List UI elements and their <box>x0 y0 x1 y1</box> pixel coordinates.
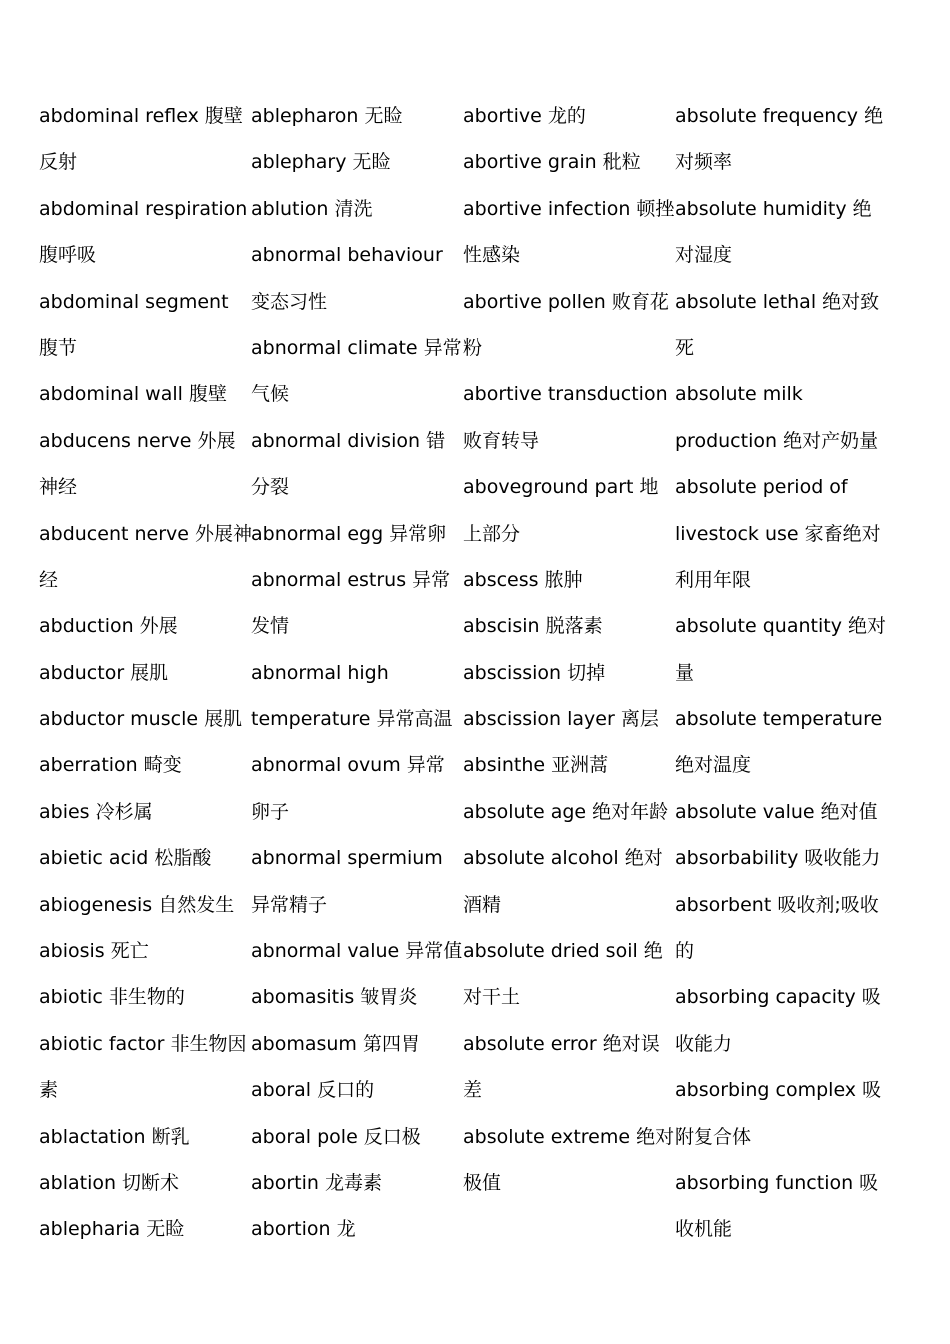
glossary-entry-line: abortion 龙 <box>251 1218 356 1241</box>
glossary-entry-line: 差 <box>463 1079 483 1102</box>
glossary-entry-line: 收能力 <box>675 1032 733 1055</box>
glossary-entry-line: ablephary 无睑 <box>251 151 391 174</box>
glossary-entry-line: abdominal reflex 腹壁 <box>39 105 243 127</box>
glossary-entry-line: 死 <box>675 336 695 359</box>
glossary-entry-line: absorbing complex 吸 <box>675 1079 882 1102</box>
glossary-entry-line: 腹呼吸 <box>39 244 97 267</box>
glossary-entry-line: abnormal ovum 异常 <box>251 754 445 777</box>
glossary-column-2 <box>251 93 463 1253</box>
glossary-entry-line: absolute extreme 绝对 <box>463 1125 675 1148</box>
glossary-entry-line: abscess 脓肿 <box>463 568 583 591</box>
glossary-entry-line: absolute age 绝对年龄 <box>463 800 669 823</box>
glossary-entry-line: absolute error 绝对误 <box>463 1032 660 1055</box>
glossary-entry-line: absolute quantity 绝对 <box>675 615 886 638</box>
glossary-entry-line: absolute dried soil 绝 <box>463 940 663 963</box>
glossary-entry-line: abortive pollen 败育花 <box>463 290 669 313</box>
glossary-entry-line: abiosis 死亡 <box>39 940 149 963</box>
glossary-entry-line: absorbing function 吸 <box>675 1171 879 1194</box>
glossary-entry-line: abscission 切掉 <box>463 661 606 684</box>
glossary-entry-line: abductor 展肌 <box>39 661 169 684</box>
glossary-entry-line: abducent nerve 外展神 <box>39 522 252 545</box>
glossary-entry-line: abduction 外展 <box>39 615 178 638</box>
glossary-entry-line: 对频率 <box>675 151 733 174</box>
glossary-entry-line: 利用年限 <box>675 568 752 591</box>
glossary-entry-line: ablation 切断术 <box>39 1171 180 1194</box>
glossary-entry-line: abortive 龙的 <box>463 105 586 127</box>
glossary-entry-line: abscisin 脱落素 <box>463 615 603 638</box>
glossary-entry-line: abdominal segment <box>39 290 229 313</box>
glossary-entry-line: abies 冷杉属 <box>39 800 153 823</box>
glossary-entry-line: 对干土 <box>463 986 521 1009</box>
glossary-entry-line: abomasum 第四胃 <box>251 1032 420 1055</box>
glossary-entry-line: 经 <box>39 568 59 591</box>
glossary-column-3 <box>463 93 675 1206</box>
glossary-column-1 <box>39 93 251 1253</box>
glossary-entry-line: abnormal climate 异常 <box>251 336 462 359</box>
glossary-entry-line: absorbent 吸收剂;吸收 <box>675 893 879 916</box>
glossary-entry-line: absolute lethal 绝对致 <box>675 290 880 313</box>
glossary-entry-line: 气候 <box>251 383 290 406</box>
glossary-entry-line: 异常精子 <box>251 893 328 916</box>
glossary-entry-line: livestock use 家畜绝对 <box>675 522 881 545</box>
glossary-entry-line: absolute alcohol 绝对 <box>463 847 663 870</box>
glossary-entry-line: abdominal respiration <box>39 197 248 220</box>
glossary-entry-line: abnormal high <box>251 661 389 684</box>
glossary-entry-line: absolute milk <box>675 383 803 406</box>
glossary-entry-line: absolute value 绝对值 <box>675 800 878 823</box>
glossary-entry-line: aboral 反口的 <box>251 1079 375 1102</box>
glossary-entry-line: abnormal estrus 异常 <box>251 568 451 591</box>
glossary-entry-line: abietic acid 松脂酸 <box>39 847 212 870</box>
glossary-entry-line: 败育转导 <box>463 429 540 452</box>
glossary-entry-line: absorbing capacity 吸 <box>675 986 881 1009</box>
glossary-entry-line: 粉 <box>463 336 483 359</box>
glossary-entry-line: absolute humidity 绝 <box>675 197 872 220</box>
glossary-entry-line: abscission layer 离层 <box>463 708 659 731</box>
glossary-entry-line: 变态习性 <box>251 290 328 313</box>
glossary-entry-line: 上部分 <box>463 522 521 545</box>
glossary-entry-line: abnormal spermium <box>251 847 443 870</box>
glossary-entry-line: abnormal value 异常值 <box>251 940 463 963</box>
glossary-entry-line: absolute temperature <box>675 708 883 731</box>
glossary-entry-line: 的 <box>675 940 695 963</box>
glossary-entry-line: 酒精 <box>463 893 502 916</box>
glossary-entry-line: 性感染 <box>463 244 521 267</box>
glossary-entry-line: 绝对温度 <box>675 754 752 777</box>
glossary-entry-line: absinthe 亚洲蒿 <box>463 754 609 777</box>
glossary-column-4 <box>675 93 887 1253</box>
glossary-entry-line: 分裂 <box>251 476 290 499</box>
glossary-entry-line: abnormal division 错 <box>251 429 446 452</box>
glossary-entry-line: abdominal wall 腹壁 <box>39 383 227 406</box>
glossary-entry-line: 腹节 <box>39 336 78 359</box>
glossary-entry-line: absorbability 吸收能力 <box>675 847 881 870</box>
glossary-entry-line: abductor muscle 展肌 <box>39 708 243 731</box>
glossary-entry-line: temperature 异常高温 <box>251 708 453 731</box>
glossary-entry-line: abortin 龙毒素 <box>251 1171 382 1194</box>
glossary-entry-line: abducens nerve 外展 <box>39 429 236 452</box>
glossary-entry-line: 反射 <box>39 151 78 174</box>
glossary-entry-line: abortive infection 顿挫 <box>463 197 675 220</box>
glossary-entry-line: absolute frequency 绝 <box>675 105 884 127</box>
glossary-entry-line: 附复合体 <box>675 1125 752 1148</box>
glossary-entry-line: 神经 <box>39 476 78 499</box>
glossary-entry-line: 极值 <box>463 1171 502 1194</box>
glossary-entry-line: ablactation 断乳 <box>39 1125 190 1148</box>
glossary-entry-line: ablepharon 无睑 <box>251 105 403 127</box>
glossary-entry-line: abomasitis 皱胃炎 <box>251 986 418 1009</box>
glossary-entry-line: abortive transduction <box>463 383 668 406</box>
glossary-entry-line: abiotic 非生物的 <box>39 986 185 1009</box>
glossary-entry-line: abnormal behaviour <box>251 244 443 267</box>
glossary-entry-line: absolute period of <box>675 476 848 499</box>
glossary-entry-line: abnormal egg 异常卵 <box>251 522 447 545</box>
glossary-entry-line: aboveground part 地 <box>463 476 659 499</box>
glossary-entry-line: 收机能 <box>675 1218 733 1241</box>
glossary-entry-line: production 绝对产奶量 <box>675 429 879 452</box>
glossary-entry-line: abiogenesis 自然发生 <box>39 893 235 916</box>
glossary-entry-line: 素 <box>39 1079 59 1102</box>
glossary-entry-line: abiotic factor 非生物因 <box>39 1032 247 1055</box>
glossary-entry-line: 发情 <box>251 615 290 638</box>
glossary-entry-line: aboral pole 反口极 <box>251 1125 421 1148</box>
glossary-entry-line: ablepharia 无睑 <box>39 1218 185 1241</box>
glossary-entry-line: 卵子 <box>251 800 290 823</box>
glossary-entry-line: aberration 畸变 <box>39 754 182 777</box>
glossary-entry-line: 对湿度 <box>675 244 733 267</box>
glossary-entry-line: abortive grain 秕粒 <box>463 151 641 174</box>
glossary-entry-line: ablution 清洗 <box>251 197 373 220</box>
glossary-entry-line: 量 <box>675 661 695 684</box>
